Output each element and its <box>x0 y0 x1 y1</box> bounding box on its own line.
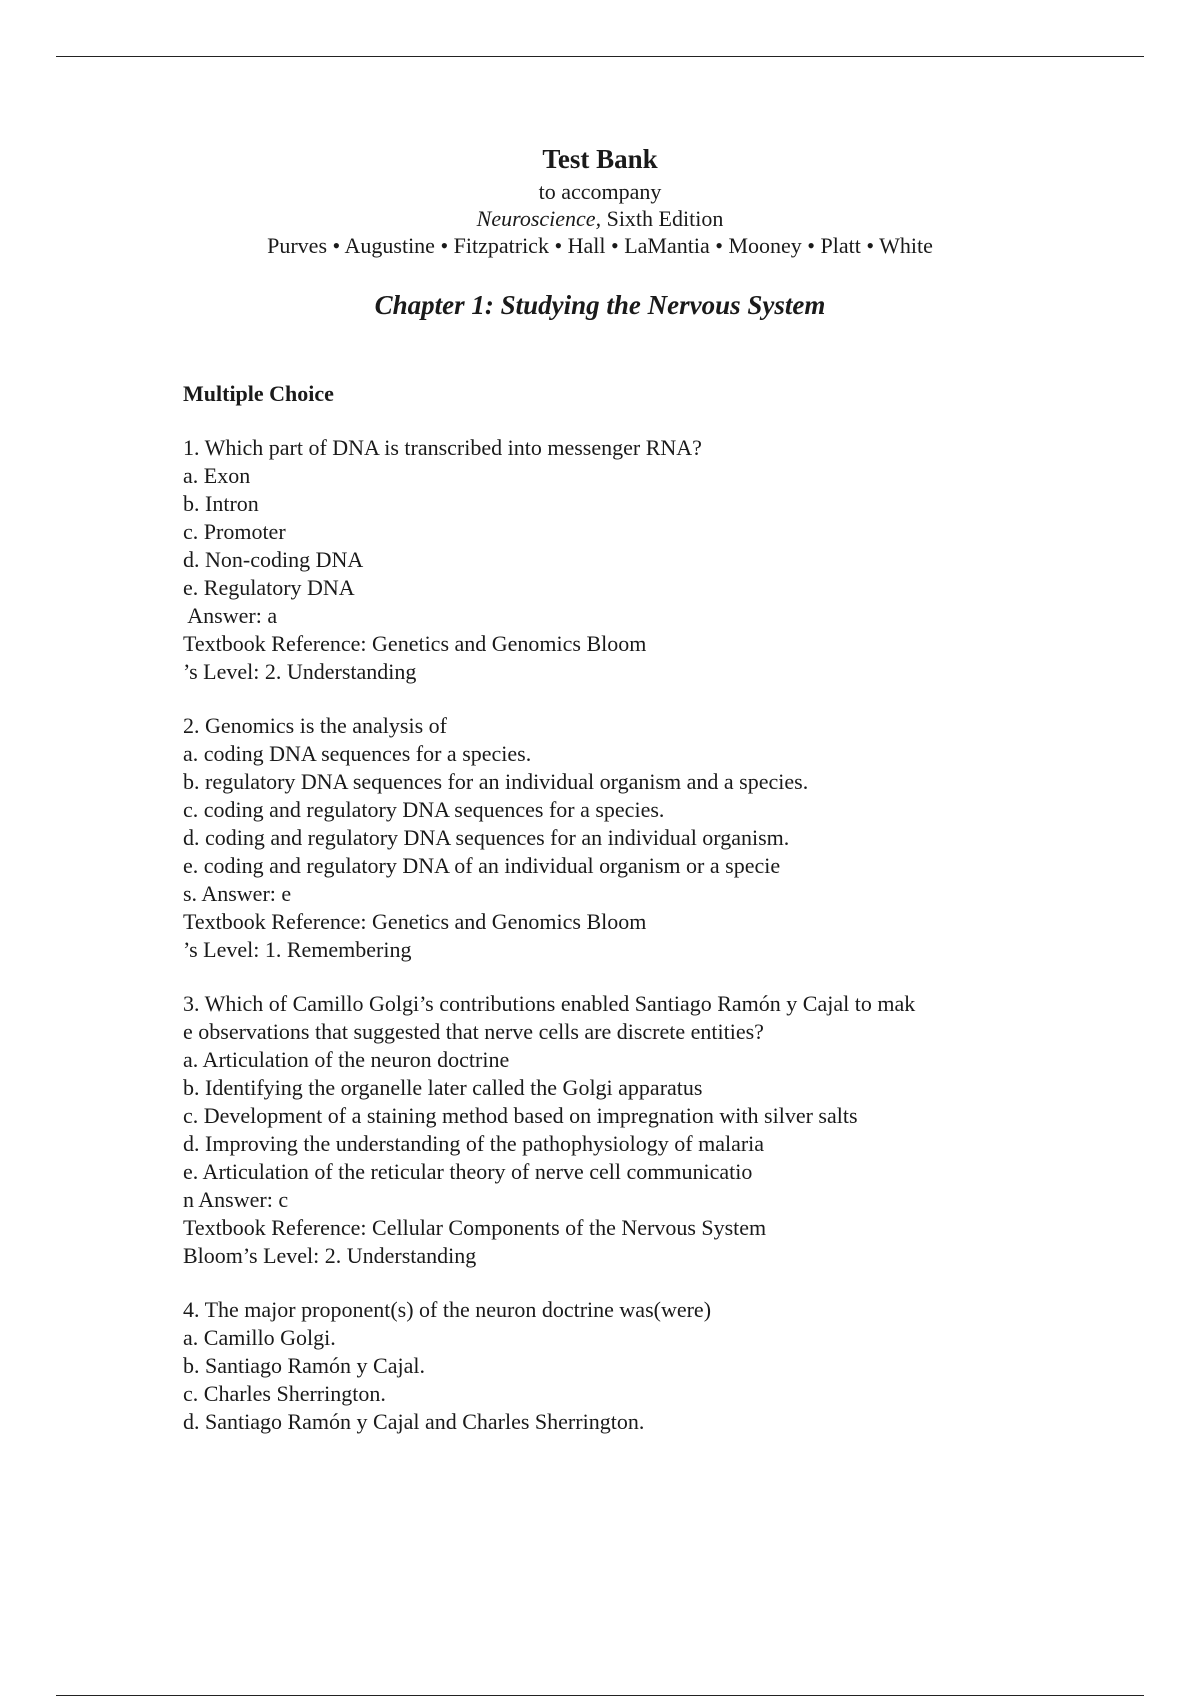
question-line: 2. Genomics is the analysis of <box>183 713 447 738</box>
question-line: e observations that suggested that nerve cells are discrete entities? <box>183 1019 764 1044</box>
question-line: ’s Level: 1. Remembering <box>183 937 412 962</box>
question-line: c. Promoter <box>183 519 286 544</box>
question-line: Textbook Reference: Genetics and Genomics Bloom <box>183 909 647 934</box>
question-line: Bloom’s Level: 2. Understanding <box>183 1243 477 1268</box>
question-line: Textbook Reference: Genetics and Genomics Bloom <box>183 631 647 656</box>
question-line: e. Articulation of the reticular theory of nerve cell communicatio <box>183 1159 753 1184</box>
section-heading: Multiple Choice <box>183 381 334 406</box>
author-list: Purves • Augustine • Fitzpatrick • Hall • LaMantia • Mooney • Platt • White <box>267 233 933 258</box>
question-line: 3. Which of Camillo Golgi’s contributions enabled Santiago Ramón y Cajal to mak <box>183 991 916 1016</box>
question-line: a. Articulation of the neuron doctrine <box>183 1047 510 1072</box>
question-line: c. Development of a staining method based on impregnation with silver salts <box>183 1103 858 1128</box>
question-line: b. regulatory DNA sequences for an individual organism and a species. <box>183 769 809 794</box>
chapter-title: Chapter 1: Studying the Nervous System <box>374 290 826 320</box>
question-line: d. Improving the understanding of the pathophysiology of malaria <box>183 1131 765 1156</box>
question-line: n Answer: c <box>183 1187 289 1212</box>
question-line: 4. The major proponent(s) of the neuron doctrine was(were) <box>183 1297 712 1322</box>
question-line: b. Identifying the organelle later called the Golgi apparatus <box>183 1075 703 1100</box>
question-line: a. Exon <box>183 463 251 488</box>
book-edition: Sixth Edition <box>601 206 724 231</box>
question-line: a. coding DNA sequences for a species. <box>183 741 532 766</box>
question-2 <box>183 712 1083 964</box>
question-1 <box>183 434 1083 686</box>
question-line: ’s Level: 2. Understanding <box>183 659 417 684</box>
question-line: Answer: a <box>183 603 278 628</box>
top-rule <box>56 56 1144 57</box>
question-line: b. Santiago Ramón y Cajal. <box>183 1353 425 1378</box>
question-line: d. Non-coding DNA <box>183 547 364 572</box>
question-4 <box>183 1296 1083 1436</box>
question-line: s. Answer: e <box>183 881 292 906</box>
question-line: d. Santiago Ramón y Cajal and Charles Sherrington. <box>183 1409 645 1434</box>
question-line: e. Regulatory DNA <box>183 575 355 600</box>
document-body <box>183 380 1083 1462</box>
book-edition-line <box>0 205 1200 232</box>
question-line: b. Intron <box>183 491 259 516</box>
question-line: c. Charles Sherrington. <box>183 1381 386 1406</box>
document-header <box>0 140 1200 349</box>
bottom-rule <box>56 1695 1144 1696</box>
question-line: a. Camillo Golgi. <box>183 1325 336 1350</box>
document-subtitle: to accompany <box>538 179 662 204</box>
question-line: d. coding and regulatory DNA sequences for an individual organism. <box>183 825 790 850</box>
book-title: Neuroscience, <box>476 206 602 231</box>
question-line: e. coding and regulatory DNA of an individual organism or a specie <box>183 853 781 878</box>
question-3 <box>183 990 1083 1270</box>
document-title: Test Bank <box>542 144 658 174</box>
question-line: c. coding and regulatory DNA sequences for a species. <box>183 797 665 822</box>
question-line: Textbook Reference: Cellular Components of the Nervous System <box>183 1215 767 1240</box>
question-line: 1. Which part of DNA is transcribed into messenger RNA? <box>183 435 702 460</box>
